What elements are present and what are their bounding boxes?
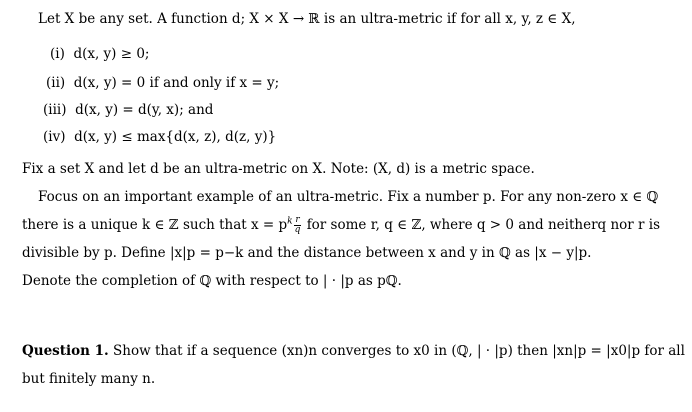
- example-line-2: there is a unique k ∈ ℤ such that $x = p^k$ $\frac{r}{q}$ for some r, q ∈ ℤ, where q > 0 and neitherq nor r is: [22, 215, 661, 235]
- definition-item-iii: (iii) d(x, y) = d(y, x); and: [43, 102, 214, 118]
- example-line-4: Denote the completion of ℚ with respect to | · |p as pℚ.: [22, 273, 402, 289]
- definition-intro: Let X be any set. A function d; X × X → ℝ is an ultra-metric if for all x, y, z ∈ X,: [38, 11, 576, 27]
- question-1-line-2: but finitely many n.: [22, 371, 156, 387]
- question-label: Question 1.: [22, 343, 109, 359]
- question-1-line-1: Question 1. Show that if a sequence (xn)n converges to x0 in (ℚ, | · |p) then |xn|p = |x0|p for all: [22, 343, 685, 359]
- exponent-k: k: [287, 216, 293, 227]
- definition-item-ii: (ii) d(x, y) = 0 if and only if x = y;: [46, 75, 280, 91]
- example-line-1: Focus on an important example of an ultra-metric. Fix a number p. For any non-zero x ∈ ℚ: [38, 189, 659, 205]
- definition-item-iv: (iv) d(x, y) ≤ max{d(x, z), d(z, y)}: [43, 129, 277, 145]
- fix-ultrametric-sentence: Fix a set X and let d be an ultra-metric on X. Note: (X, d) is a metric space.: [22, 161, 535, 177]
- definition-item-i: (i) d(x, y) ≥ 0;: [50, 46, 150, 62]
- example-line-3: divisible by p. Define |x|p = p−k and the distance between x and y in ℚ as |x − y|p.: [22, 245, 592, 261]
- fraction-r-over-q: $\frac{r}{q}$: [294, 215, 301, 235]
